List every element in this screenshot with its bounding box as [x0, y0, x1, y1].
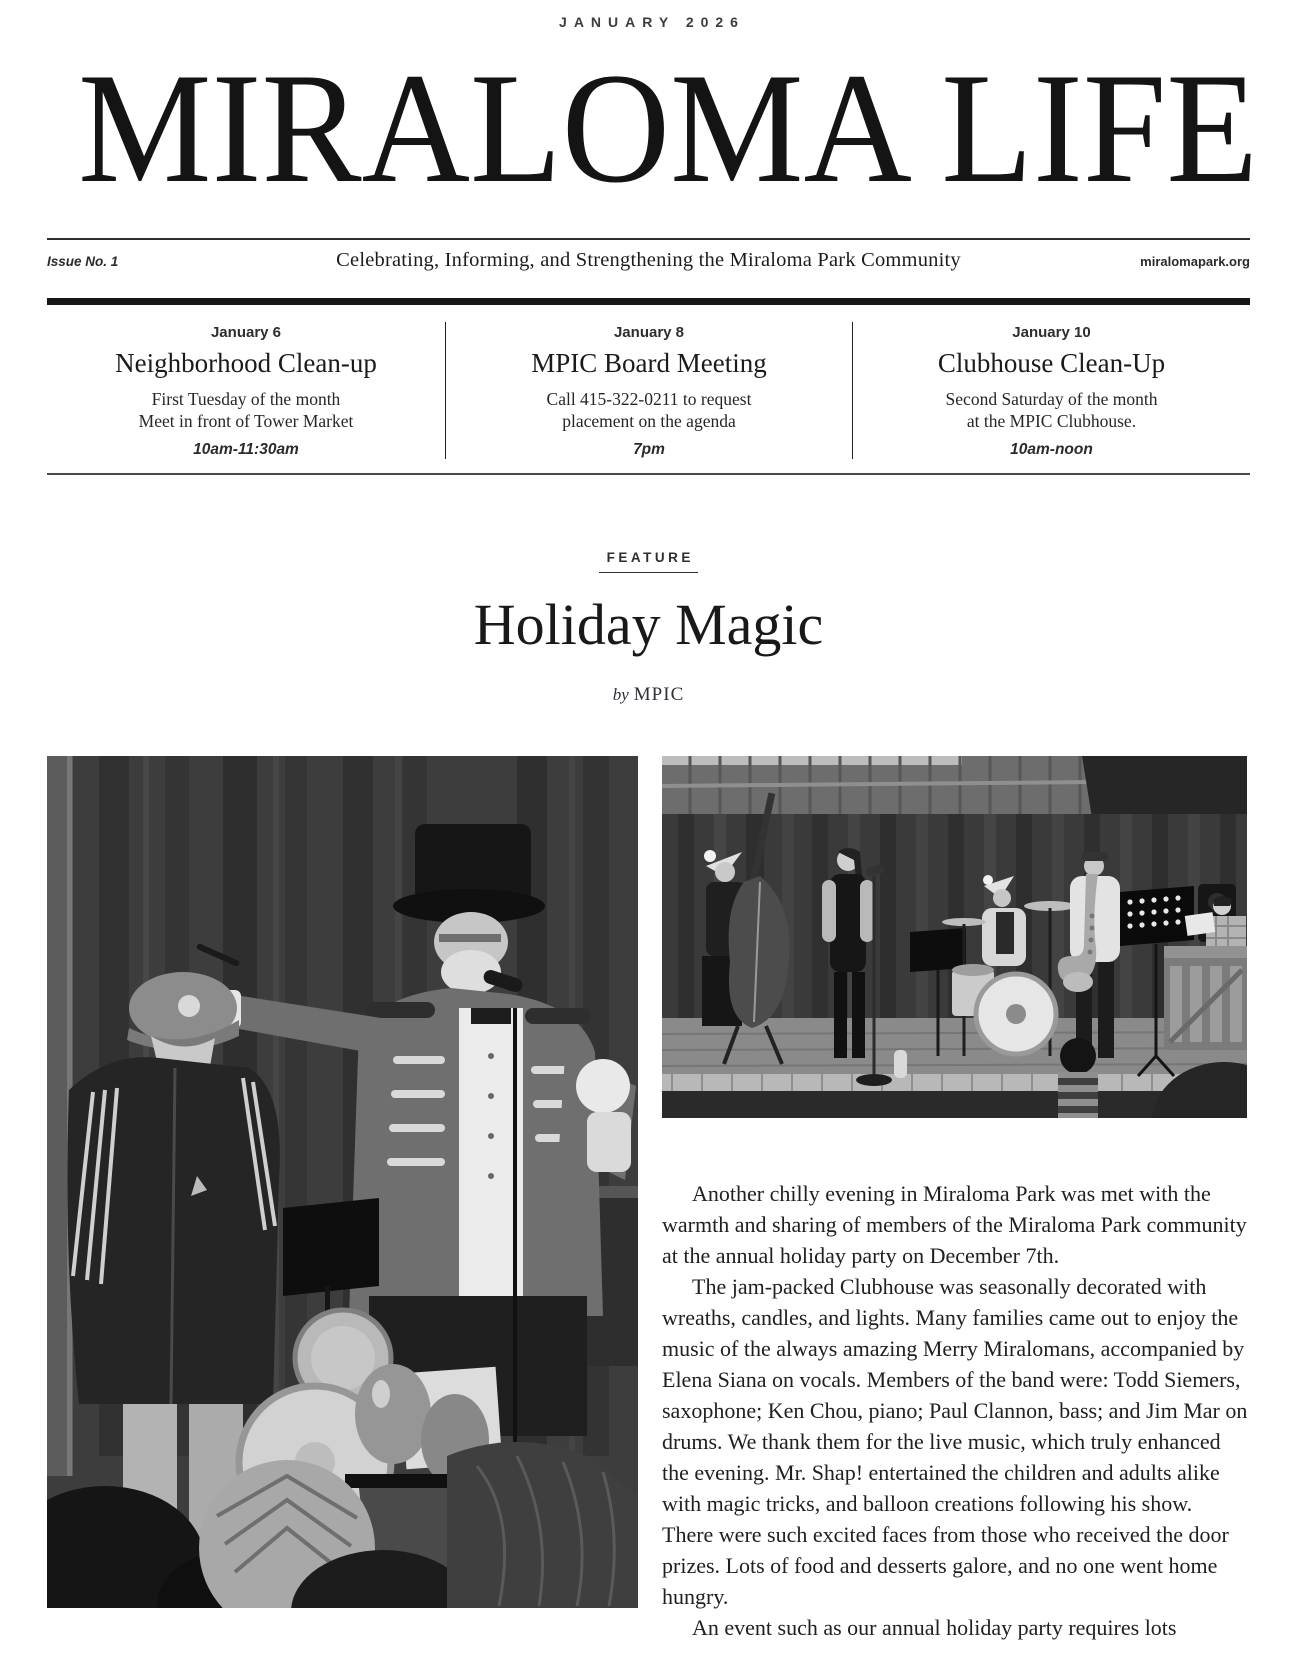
event-card-clubhouse-cleanup	[852, 322, 1250, 459]
masthead-title	[47, 41, 1259, 216]
event-title: Neighborhood Clean-up	[115, 348, 377, 378]
website-link[interactable]: miralomapark.org	[1140, 254, 1250, 269]
event-detail: placement on the agenda	[562, 411, 736, 432]
events-divider	[47, 473, 1250, 475]
masthead-divider	[47, 238, 1250, 240]
event-detail: Second Saturday of the month	[945, 389, 1158, 410]
article-paragraph: Another chilly evening in Miraloma Park was met with the warmth and sharing of members of the Miraloma Park community at the annual holiday party on December 7th.	[662, 1180, 1247, 1268]
event-card-board-meeting	[445, 322, 852, 459]
article-paragraph: An event such as our annual holiday party requires lots	[692, 1614, 1177, 1640]
event-detail: Meet in front of Tower Market	[138, 411, 354, 432]
event-card-neighborhood-cleanup	[47, 322, 445, 459]
photo-magician-illustration	[47, 756, 638, 1608]
byline-prefix: by	[612, 684, 629, 704]
event-title: MPIC Board Meeting	[531, 348, 767, 378]
event-time: 10am-noon	[1010, 440, 1093, 458]
tagline: Celebrating, Informing, and Strengthening the Miraloma Park Community	[336, 249, 961, 271]
event-time: 10am-11:30am	[193, 440, 299, 458]
photo-band-on-stage	[662, 756, 1247, 1118]
event-detail: at the MPIC Clubhouse.	[966, 411, 1137, 432]
event-detail: First Tuesday of the month	[151, 389, 341, 410]
photo-magician-and-child	[47, 756, 638, 1608]
event-time: 7pm	[633, 440, 665, 458]
issue-number: Issue No. 1	[47, 254, 119, 269]
masthead-info-row	[47, 249, 1250, 272]
event-date: January 10	[1012, 324, 1091, 341]
feature-content	[47, 756, 1250, 1643]
article-text	[662, 1178, 1250, 1643]
byline	[47, 684, 1250, 706]
event-date: January 6	[210, 324, 282, 341]
feature-kicker-row	[47, 549, 1250, 573]
event-title: Clubhouse Clean-Up	[937, 348, 1166, 378]
masthead-title-text: MIRALOMA LIFE	[78, 41, 1259, 216]
feature-title: Holiday Magic	[473, 591, 824, 657]
child-watching	[1058, 1038, 1098, 1118]
byline-author: MPIC	[633, 683, 685, 705]
issue-date: JANUARY 2026	[559, 14, 745, 30]
photo-band-illustration	[662, 756, 1247, 1118]
events-bar	[47, 305, 1250, 473]
event-detail: Call 415-322-0211 to request	[546, 389, 752, 410]
feature-kicker: FEATURE	[599, 550, 698, 573]
feature-right-column	[662, 756, 1250, 1643]
article-paragraph: The jam-packed Clubhouse was seasonally decorated with wreaths, candles, and lights. Many families came out to enjoy the music of the always amazing Merry Miralomans, accompanied by Elena Siana on vocals. Members of the band were: Todd Siemers, saxophone; Ken Chou, piano; Paul Clannon, bass; and Jim Mar on drums. We thank them for the live music, which truly enhanced the evening. Mr. Shap! entertained the children and adults alike with magic tricks, and balloon creations following his show. There were such excited faces from those who received the door prizes. Lots of food and desserts galore, and no one went home hungry.	[662, 1273, 1248, 1609]
event-date: January 8	[613, 324, 685, 341]
thick-divider	[47, 298, 1250, 305]
